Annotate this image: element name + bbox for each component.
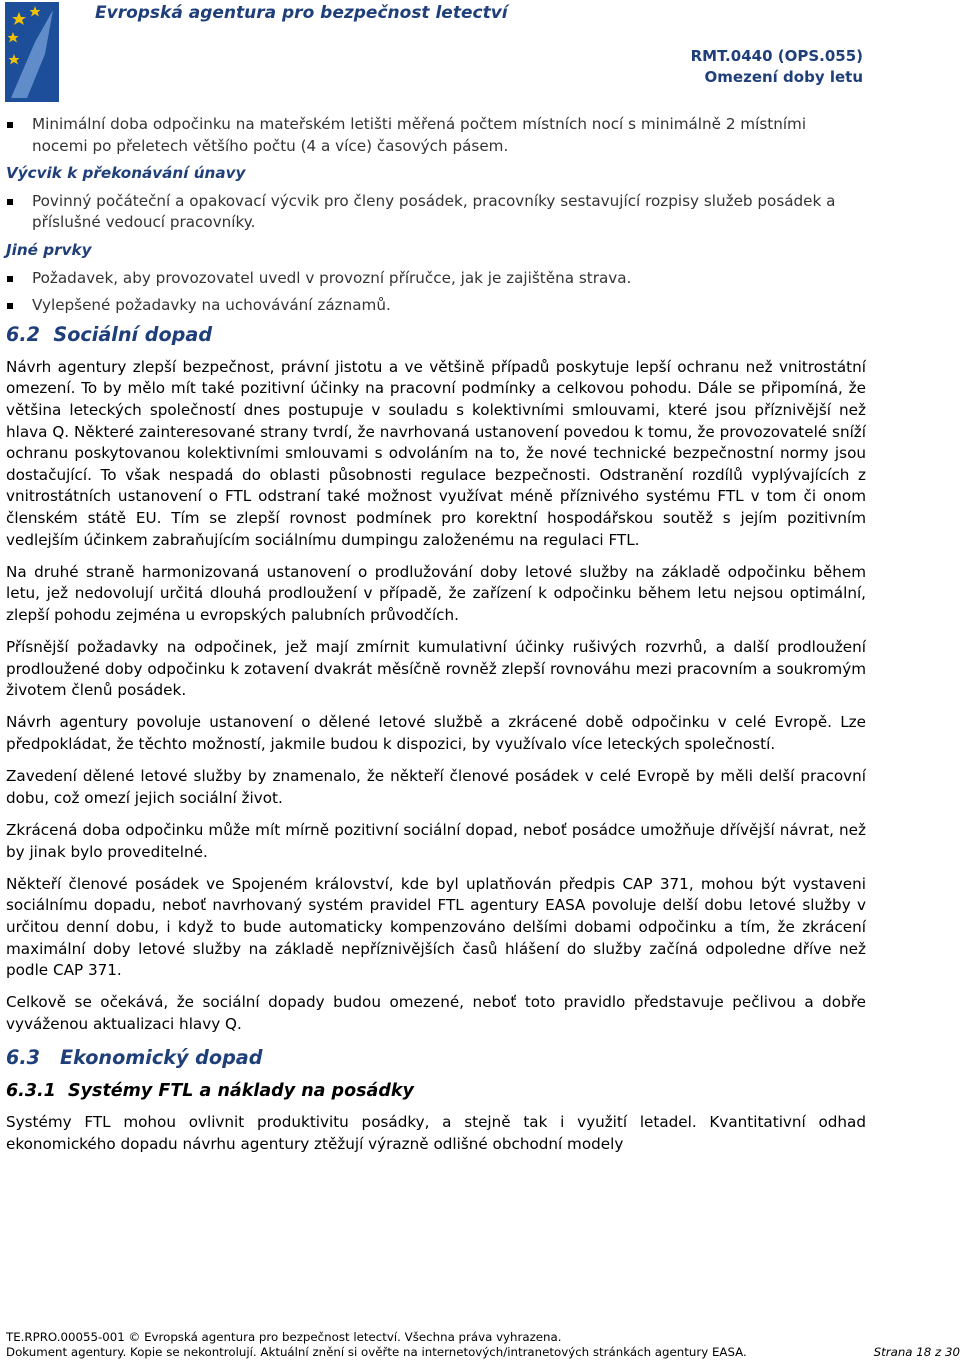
doc-ref-number: RMT.0440 (OPS.055) (690, 47, 863, 65)
list-item: Minimální doba odpočinku na mateřském letišti měřená počtem místních nocí s minimálně 2 místními nocemi po přeletech většího počtu (4 a více) časových pásem. (6, 114, 866, 157)
section-number: 6.3.1 (6, 1081, 56, 1102)
section-6-3-heading (6, 1046, 866, 1070)
fatigue-bullet-list (6, 191, 866, 234)
paragraph: Zkrácená doba odpočinku může mít mírně pozitivní sociální dopad, neboť posádce umožňuje dřívější návrat, než by jinak bylo proveditelné. (6, 821, 866, 861)
section-6-3-1-heading (6, 1080, 866, 1102)
other-bullet-list (6, 268, 866, 317)
paragraph: Návrh agentury zlepší bezpečnost, právní jistotu a ve většině případů poskytuje lepší ochranu než vnitrostátní omezení. To by mělo mít také pozitivní účinky na pracovní podmínky a celkovou pohodu. Dále se připomíná, že většina leteckých společností dnes postupuje v souladu s kolektivními smlouvami, které jsou příznivější než hlava Q. Některé zainteresované strany tvrdí, že navrhovaná ustanovení povedou k tomu, že provozovatelé sníží ochranu poskytovanou kolektivními smlouvami s odvoláním na to, že nové technické bezpečnostní normy jsou dostačující. To však nespadá do oblasti působnosti regulace bezpečnosti. Odstranění rozdílů vyplývajících z vnitrostátních ustanovení o FTL odstraní také možnost využívat méně příznivého systému FTL v tom či onom členském státě EU. Tím se zlepší rovnost podmínek pro korektní hospodářskou soutěž s jejím pozitivním vedlejším účinkem zabraňujícím sociálnímu dumpingu založenému na regulaci FTL. (6, 357, 866, 549)
section-number: 6.2 (6, 322, 40, 346)
copyright-line: TE.RPRO.00055-001 © Evropská agentura pro bezpečnost letectví. Všechna práva vyhrazena. (6, 1330, 562, 1344)
page-number: Strana 18 z 30 (873, 1345, 960, 1359)
paragraph: Systémy FTL mohou ovlivnit produktivitu posádky, a stejně tak i využití letadel. Kvantitativní odhad ekonomického dopadu návrhu agentury ztěžují výrazně odlišné obchodní modely (6, 1113, 866, 1153)
rest-bullet-list (6, 114, 866, 157)
paragraph: Někteří členové posádek ve Spojeném království, kde byl uplatňován předpis CAP 371, mohou být vystaveni sociálnímu dopadu, neboť navrhovaný systém pravidel FTL agentury EASA povoluje delší dobu letové služby v určitou denní dobu, i když to bude automaticky kompenzováno delšími dobami odpočinku a tím, že zkrácení maximální doby letové služby na základě nepříznivějších časů hlášení do služby začíná odpoledne dříve než podle CAP 371. (6, 874, 866, 980)
disclaimer-line: Dokument agentury. Kopie se nekontrolují. Aktuální znění si ověřte na internetových/intranetových stránkách agentury EASA. (6, 1345, 747, 1359)
section-title: Systémy FTL a náklady na posádky (68, 1081, 414, 1102)
paragraph: Zavedení dělené letové služby by znamenalo, že někteří členové posádek v celé Evropě by měli delší pracovní dobu, což omezí jejich sociální život. (6, 767, 866, 807)
document-reference (691, 46, 863, 88)
section-number: 6.3 (6, 1046, 40, 1070)
subheading-other-elements: Jiné prvky (6, 240, 92, 259)
section-6-2-heading (6, 323, 866, 347)
paragraph: Přísnější požadavky na odpočinek, jež mají zmírnit kumulativní účinky rušivých rozvrhů, a další prodloužení prodloužené doby odpočinku k zotavení dvakrát měsíčně rovněž zlepší rovnováhu mezi pracovním a soukromým životem členů posádek. (6, 638, 866, 700)
page-footer (6, 1330, 960, 1360)
list-item: Požadavek, aby provozovatel uvedl v provozní příručce, jak je zajištěna strava. (6, 268, 866, 290)
paragraph: Návrh agentury povoluje ustanovení o dělené letové službě a zkrácené době odpočinku v celé Evropě. Lze předpokládat, že těchto možností, jakmile budou k dispozici, by využívalo více leteckých společností. (6, 713, 866, 754)
list-item: Vylepšené požadavky na uchovávání záznamů. (6, 295, 866, 317)
paragraph: Na druhé straně harmonizovaná ustanovení o prodlužování doby letové služby na základě odpočinku během letu, jež nedovolují určitá dlouhá prodloužení v případě, že zařízení k odpočinku během letu nejsou optimální, zlepší pohodu zejména u evropských palubních průvodčích. (6, 562, 866, 624)
list-item: Povinný počáteční a opakovací výcvik pro členy posádek, pracovníky sestavující rozpisy služeb posádek a příslušné vedoucí pracovníky. (6, 191, 866, 234)
agency-name: Evropská agentura pro bezpečnost letectví (95, 3, 508, 23)
section-title: Ekonomický dopad (60, 1046, 263, 1070)
subheading-fatigue-training: Výcvik k překonávání únavy (6, 164, 246, 183)
document-body (6, 114, 866, 1166)
section-title: Sociální dopad (53, 322, 213, 346)
easa-logo (5, 2, 59, 102)
doc-subject: Omezení doby letu (704, 68, 863, 86)
paragraph: Celkově se očekává, že sociální dopady budou omezené, neboť toto pravidlo představuje pečlivou a dobře vyváženou aktualizaci hlavy Q. (6, 993, 866, 1033)
